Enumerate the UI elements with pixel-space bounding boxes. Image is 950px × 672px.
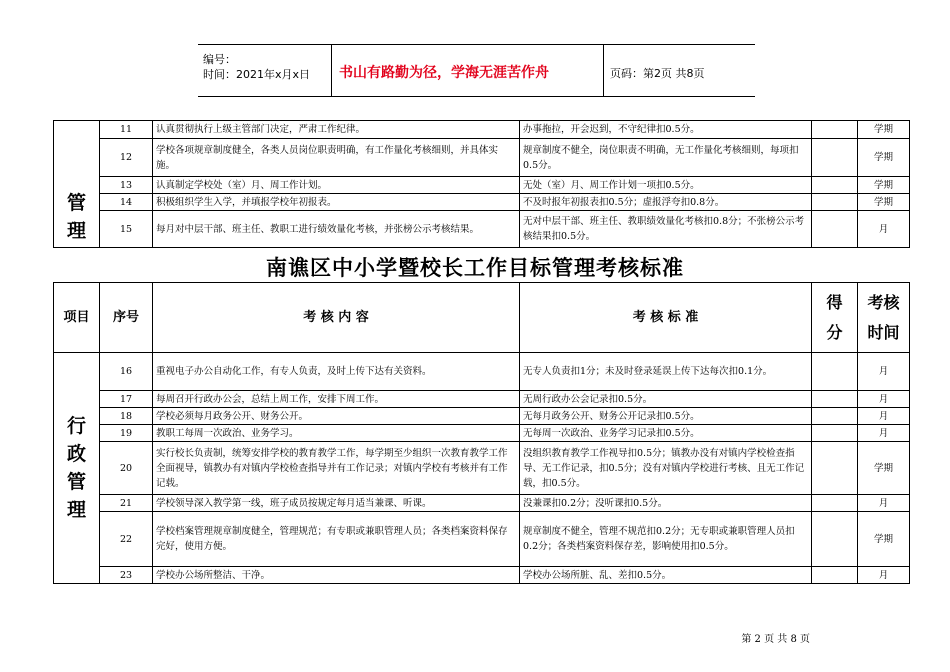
score-cell [812, 408, 858, 425]
row-number: 11 [100, 121, 153, 139]
table-row [54, 567, 910, 584]
assessment-content: 重视电子办公自动化工作，有专人负责，及时上传下达有关资料。 [153, 353, 520, 391]
assessment-standard: 规章制度不健全，管理不规范扣0.2分；无专职或兼职管理人员扣0.2分；各类档案资料保存差，影响使用扣0.5分。 [520, 512, 812, 567]
row-number: 13 [100, 177, 153, 194]
row-number: 18 [100, 408, 153, 425]
category-cell: 管 理 [54, 121, 100, 248]
row-number: 12 [100, 139, 153, 177]
assessment-standard: 学校办公场所脏、乱、差扣0.5分。 [520, 567, 812, 584]
motto: 书山有路勤为径，学海无涯苦作舟 [339, 65, 549, 81]
header-standard: 考 核 标 准 [520, 283, 812, 353]
score-cell [812, 442, 858, 495]
score-cell [812, 495, 858, 512]
date-label: 时间：2021年x月x日 [203, 68, 311, 81]
assessment-content: 学校各项规章制度健全，各类人员岗位职责明确，有工作量化考核细则，并具体实施。 [153, 139, 520, 177]
header-no: 序号 [100, 283, 153, 353]
assessment-time: 学期 [858, 194, 910, 211]
score-cell [812, 567, 858, 584]
assessment-time: 月 [858, 567, 910, 584]
header-divider [603, 45, 604, 96]
score-cell [812, 177, 858, 194]
assessment-standard: 无每月政务公开、财务公开记录扣0.5分。 [520, 408, 812, 425]
score-cell [812, 211, 858, 248]
header-score: 得分 [812, 283, 858, 353]
assessment-content: 学校必须每月政务公开、财务公开。 [153, 408, 520, 425]
admin-management-table [53, 282, 910, 584]
row-number: 17 [100, 391, 153, 408]
row-number: 23 [100, 567, 153, 584]
assessment-standard: 不及时报年初报表扣0.5分；虚报浮夸扣0.8分。 [520, 194, 812, 211]
assessment-content: 认真制定学校处（室）月、周工作计划。 [153, 177, 520, 194]
assessment-standard: 无专人负责扣1分；未及时登录延误上传下达每次扣0.1分。 [520, 353, 812, 391]
category-cell: 行 政 管 理 [54, 353, 100, 584]
score-cell [812, 512, 858, 567]
header-project: 项目 [54, 283, 100, 353]
header-content: 考 核 内 容 [153, 283, 520, 353]
score-cell [812, 194, 858, 211]
assessment-content: 每周召开行政办公会，总结上周工作，安排下周工作。 [153, 391, 520, 408]
assessment-content: 积极组织学生入学，并填报学校年初报表。 [153, 194, 520, 211]
header-divider [331, 45, 332, 96]
assessment-standard: 没兼课扣0.2分；没听课扣0.5分。 [520, 495, 812, 512]
assessment-standard: 无每周一次政治、业务学习记录扣0.5分。 [520, 425, 812, 442]
table-row [54, 177, 910, 194]
header-time: 考核时间 [858, 283, 910, 353]
assessment-content: 学校领导深入教学第一线，班子成员按规定每月适当兼课、听课。 [153, 495, 520, 512]
assessment-time: 月 [858, 408, 910, 425]
score-cell [812, 425, 858, 442]
assessment-content: 每月对中层干部、班主任、教职工进行绩效量化考核，并张榜公示考核结果。 [153, 211, 520, 248]
score-cell [812, 139, 858, 177]
row-number: 16 [100, 353, 153, 391]
table-row [54, 425, 910, 442]
table-row [54, 495, 910, 512]
assessment-time: 月 [858, 211, 910, 248]
row-number: 20 [100, 442, 153, 495]
table-row [54, 512, 910, 567]
table-row [54, 408, 910, 425]
row-number: 22 [100, 512, 153, 567]
table-row [54, 139, 910, 177]
assessment-time: 学期 [858, 177, 910, 194]
assessment-time: 学期 [858, 512, 910, 567]
assessment-standard: 无周行政办公会记录扣0.5分。 [520, 391, 812, 408]
document-title: 南谯区中小学暨校长工作目标管理考核标准 [266, 256, 684, 280]
score-cell [812, 391, 858, 408]
number-label: 编号： [203, 53, 236, 66]
assessment-content: 教职工每周一次政治、业务学习。 [153, 425, 520, 442]
row-number: 15 [100, 211, 153, 248]
table-row [54, 353, 910, 391]
assessment-time: 月 [858, 495, 910, 512]
page-footer: 第 2 页 共 8 页 [741, 634, 810, 645]
assessment-standard: 办事拖拉，开会迟到，不守纪律扣0.5分。 [520, 121, 812, 139]
row-number: 21 [100, 495, 153, 512]
score-cell [812, 121, 858, 139]
assessment-time: 学期 [858, 442, 910, 495]
row-number: 14 [100, 194, 153, 211]
table-row [54, 121, 910, 139]
assessment-standard: 没组织教育教学工作视导扣0.5分；镇教办没有对镇内学校检查指导、无工作记录，扣0.5分；没有对镇内学校进行考核、且无工作记载，扣0.5分。 [520, 442, 812, 495]
assessment-content: 学校档案管理规章制度健全，管理规范；有专职或兼职管理人员；各类档案资料保存完好，使用方便。 [153, 512, 520, 567]
assessment-content: 实行校长负责制，统筹安排学校的教育教学工作，每学期至少组织一次教育教学工作全面视导，镇教办有对镇内学校检查指导并有工作记录；对镇内学校有考核并有工作记载。 [153, 442, 520, 495]
assessment-time: 月 [858, 425, 910, 442]
assessment-content: 认真贯彻执行上级主管部门决定，严肃工作纪律。 [153, 121, 520, 139]
assessment-standard: 规章制度不健全，岗位职责不明确，无工作量化考核细则，每项扣0.5分。 [520, 139, 812, 177]
score-cell [812, 353, 858, 391]
table-row [54, 194, 910, 211]
table-row [54, 211, 910, 248]
assessment-standard: 无对中层干部、班主任、教职绩效量化考核扣0.8分；不张榜公示考核结果扣0.5分。 [520, 211, 812, 248]
page-label: 页码：第2页 共8页 [610, 67, 705, 80]
table-row [54, 391, 910, 408]
assessment-time: 学期 [858, 139, 910, 177]
assessment-content: 学校办公场所整洁、干净。 [153, 567, 520, 584]
page-header [198, 44, 755, 97]
assessment-time: 月 [858, 391, 910, 408]
assessment-time: 月 [858, 353, 910, 391]
assessment-time: 学期 [858, 121, 910, 139]
table-row [54, 442, 910, 495]
row-number: 19 [100, 425, 153, 442]
assessment-standard: 无处（室）月、周工作计划一项扣0.5分。 [520, 177, 812, 194]
management-table-continued [53, 120, 910, 248]
